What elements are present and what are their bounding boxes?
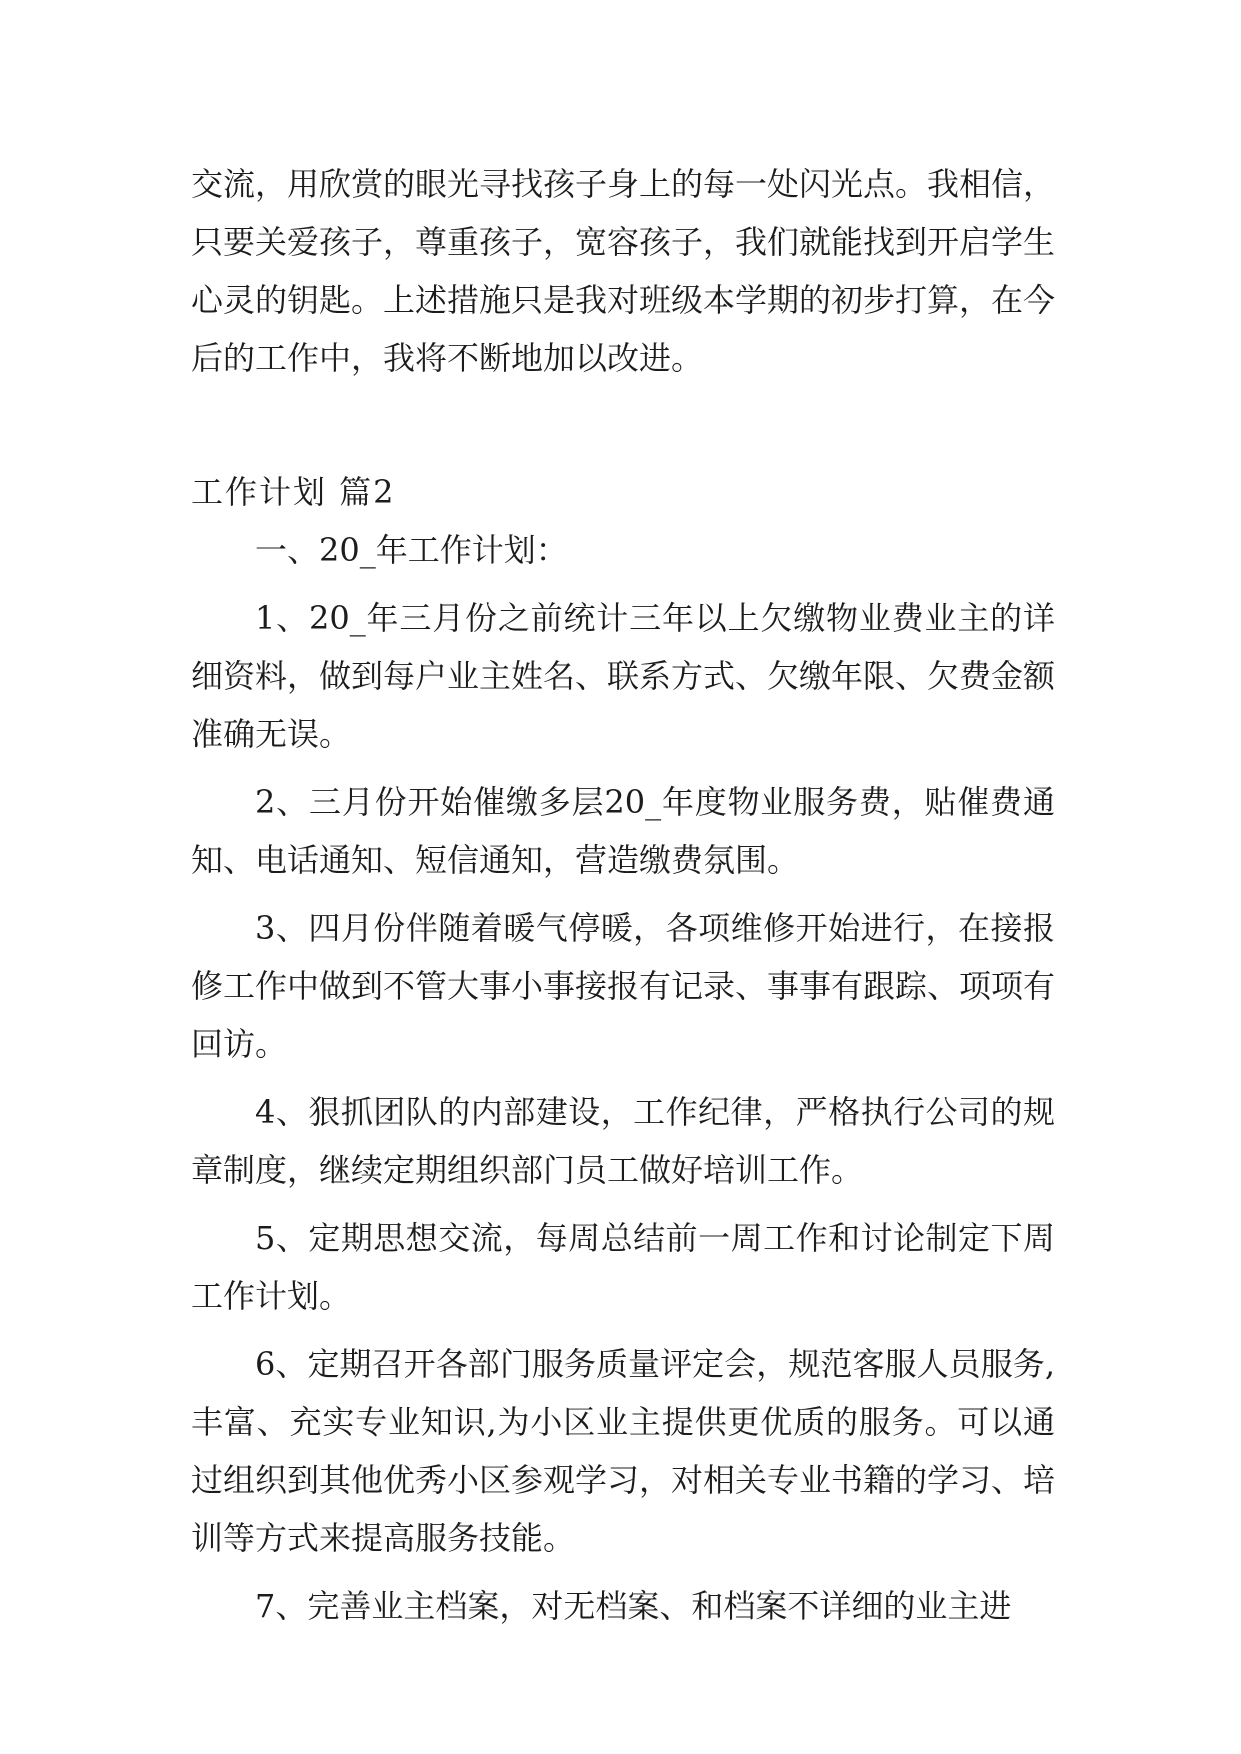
plan-item-5: 5、定期思想交流，每周总结前一周工作和讨论制定下周工作计划。 (191, 1219, 1055, 1315)
plan-item-4: 4、狠抓团队的内部建设，工作纪律，严格执行公司的规章制度，继续定期组织部门员工做好培训工作。 (191, 1093, 1055, 1189)
document-body (191, 155, 1055, 1635)
plan-item-3: 3、四月份伴随着暖气停暖，各项维修开始进行，在接报修工作中做到不管大事小事接报有记录、事事有跟踪、项项有回访。 (191, 909, 1056, 1063)
subsection-heading: 一、20_年工作计划： (255, 531, 568, 569)
section-title: 工作计划 篇2 (191, 473, 396, 511)
plan-item-2: 2、三月份开始催缴多层20_年度物业服务费，贴催费通知、电话通知、短信通知，营造缴费氛围。 (191, 783, 1055, 879)
opening-paragraph: 交流，用欣赏的眼光寻找孩子身上的每一处闪光点。我相信，只要关爱孩子，尊重孩子，宽容孩子，我们就能找到开启学生心灵的钥匙。上述措施只是我对班级本学期的初步打算，在今后的工作中，我将不断地加以改进。 (191, 165, 1056, 377)
plan-item-6: 6、定期召开各部门服务质量评定会，规范客服人员服务,丰富、充实专业知识,为小区业主提供更优质的服务。可以通过组织到其他优秀小区参观学习，对相关专业书籍的学习、培训等方式来提高服务技能。 (191, 1345, 1056, 1557)
plan-item-1: 1、20_年三月份之前统计三年以上欠缴物业费业主的详细资料，做到每户业主姓名、联系方式、欠缴年限、欠费金额准确无误。 (191, 599, 1056, 753)
plan-item-7: 7、完善业主档案，对无档案、和档案不详细的业主进 (255, 1587, 1012, 1625)
